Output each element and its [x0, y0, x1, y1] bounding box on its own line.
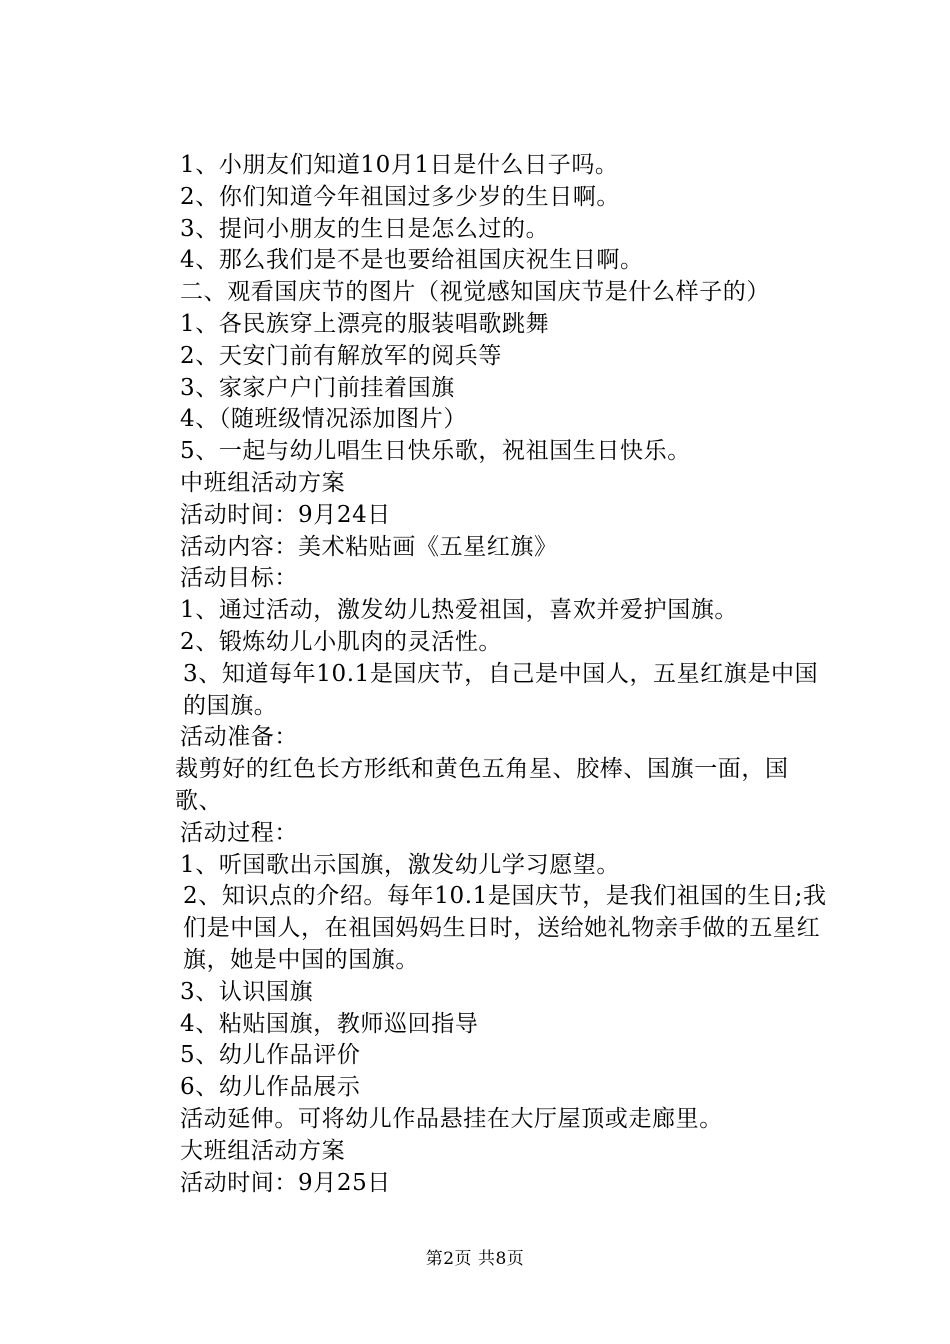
paragraph-line: 4、那么我们是不是也要给祖国庆祝生日啊。: [180, 247, 644, 274]
paragraph-line: 活动时间：9月24日: [180, 501, 391, 528]
paragraph-line: 1、听国歌出示国旗，激发幼儿学习愿望。: [180, 851, 621, 878]
paragraph-line: 活动时间：9月25日: [180, 1169, 391, 1196]
paragraph-line: 6、幼儿作品展示: [180, 1074, 361, 1101]
paragraph-line: 1、各民族穿上漂亮的服装唱歌跳舞: [180, 310, 550, 337]
paragraph-line: 3、提问小朋友的生日是怎么过的。: [180, 215, 550, 242]
paragraph-line: 中班组活动方案: [180, 469, 346, 496]
paragraph-line: 2、知识点的介绍。每年10.1是国庆节，是我们祖国的生日;我们是中国人，在祖国妈妈生日时，送给她礼物亲手做的五星红旗，她是中国的国旗。: [183, 883, 827, 973]
paragraph-line: 5、幼儿作品评价: [180, 1042, 361, 1069]
paragraph-line: 活动内容：美术粘贴画《五星红旗》: [180, 533, 558, 560]
paragraph-line: 3、家家户户门前挂着国旗: [180, 374, 455, 401]
paragraph-line: 二、观看国庆节的图片（视觉感知国庆节是什么样子的）: [180, 279, 770, 306]
paragraph-line: 活动准备：: [180, 724, 298, 751]
document-body: [131, 150, 835, 1199]
page-footer: 第2页 共8页: [425, 1249, 525, 1269]
paragraph-line: 大班组活动方案: [180, 1137, 346, 1164]
paragraph-line: 4、（随班级情况添加图片）: [180, 406, 467, 433]
paragraph-line: 裁剪好的红色长方形纸和黄色五角星、胶棒、国旗一面，国歌、: [175, 756, 789, 814]
paragraph-line: 3、认识国旗: [180, 978, 314, 1005]
paragraph-line: 1、小朋友们知道10月1日是什么日子吗。: [180, 152, 619, 178]
paragraph-line: 2、锻炼幼儿小肌肉的灵活性。: [180, 628, 503, 655]
paragraph-line: 活动过程：: [180, 819, 298, 846]
paragraph-line: 活动目标：: [180, 565, 298, 592]
paragraph-line: 2、你们知道今年祖国过多少岁的生日啊。: [180, 183, 621, 210]
paragraph-line: 2、天安门前有解放军的阅兵等: [180, 342, 503, 369]
paragraph-line: 5、一起与幼儿唱生日快乐歌，祝祖国生日快乐。: [180, 438, 691, 465]
paragraph-line: 4、粘贴国旗，教师巡回指导: [180, 1010, 479, 1037]
paragraph-line: 1、通过活动，激发幼儿热爱祖国，喜欢并爱护国旗。: [180, 597, 739, 624]
paragraph-line: 活动延伸。可将幼儿作品悬挂在大厅屋顶或走廊里。: [180, 1105, 723, 1132]
paragraph-line: 3、知道每年10.1是国庆节，自己是中国人，五星红旗是中国的国旗。: [183, 660, 819, 719]
